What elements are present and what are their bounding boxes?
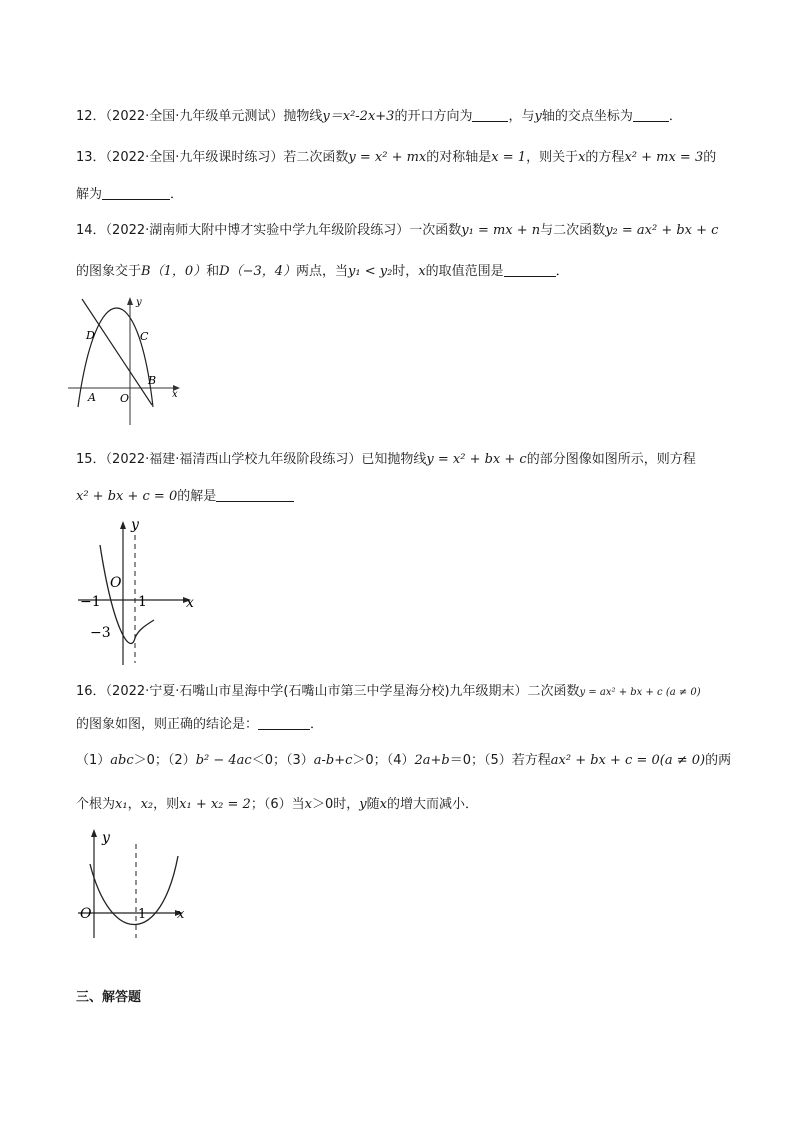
- formula: y₁ = mx + n: [461, 223, 541, 238]
- question-16: [76, 684, 701, 701]
- formula: y = ax² + bx + c (a ≠ 0): [579, 687, 701, 698]
- question-text: 的: [703, 150, 717, 165]
- question-text: 的图象如图，则正确的结论是：: [76, 717, 259, 732]
- y-label: y: [102, 830, 110, 846]
- question-source: （2022·全国·九年级课时练习）若二次函数: [105, 150, 349, 165]
- choice-number: （1）: [76, 753, 111, 768]
- choice-number: （3）: [285, 753, 314, 768]
- parabola-curve: [90, 856, 178, 925]
- point-label-D: D: [86, 329, 95, 342]
- question-text: 的方程: [585, 150, 625, 165]
- variable: x: [304, 797, 312, 812]
- figure-15: [76, 515, 206, 670]
- question-text: ＝0；: [449, 753, 484, 768]
- point-label-C: C: [140, 330, 149, 343]
- question-text: ＞0；: [133, 753, 168, 768]
- question-text: 时，: [392, 264, 419, 279]
- formula: x² + bx + c = 0: [76, 489, 178, 504]
- answer-blank: [258, 717, 310, 730]
- question-text: ，则关于: [526, 150, 579, 165]
- question-text: （5）若方程: [484, 753, 551, 768]
- question-text: 随: [366, 797, 380, 812]
- variable: x₁: [115, 797, 128, 812]
- choice-number: （2）: [167, 753, 196, 768]
- line-graph: [82, 299, 152, 405]
- question-text: 的开口方向为: [394, 109, 473, 124]
- question-13-line-2: [76, 187, 183, 203]
- formula: x₁ + x₂ = 2: [179, 797, 251, 812]
- question-number: 13．: [76, 150, 106, 165]
- answer-blank: [472, 109, 508, 122]
- variable: x: [379, 797, 387, 812]
- punctuation: ．: [310, 717, 324, 732]
- question-text: 和: [206, 264, 220, 279]
- variable: y: [534, 109, 542, 124]
- formula: 2a+b: [414, 753, 450, 768]
- question-source: （2022·宁夏·石嘴山市星海中学(石嘴山市第三中学星海分校)九年级期末）二次函数: [105, 684, 580, 699]
- x-label: x: [172, 389, 178, 400]
- variable: x: [418, 264, 426, 279]
- question-source: （2022·福建·福清西山学校九年级阶段练习）已知抛物线: [105, 452, 427, 467]
- question-source: （2022·全国·九年级单元测试）抛物线: [105, 109, 323, 124]
- question-14-line-2: [76, 264, 569, 280]
- punctuation: ，: [127, 797, 141, 812]
- question-text: 与二次函数: [540, 223, 606, 238]
- question-13: [76, 150, 716, 166]
- answer-blank: [504, 264, 556, 277]
- y-label: y: [136, 297, 142, 308]
- y-axis-arrow-icon: [120, 521, 126, 529]
- formula: y＝x²-2x+3: [322, 109, 395, 124]
- question-text: ＜0；: [251, 753, 286, 768]
- question-12: [76, 109, 682, 125]
- formula: abc: [110, 753, 134, 768]
- question-text: 的两: [705, 753, 732, 768]
- x-label: x: [177, 907, 185, 922]
- formula: b² − 4ac: [195, 753, 252, 768]
- question-16-line-3: [76, 753, 731, 769]
- question-text: 两点，当: [296, 264, 349, 279]
- y-label: y: [131, 517, 139, 533]
- formula: a-b+c: [313, 753, 353, 768]
- formula: (a ≠ 0): [659, 753, 706, 768]
- question-number: 14．: [76, 223, 106, 238]
- tick-label-neg1: −1: [80, 594, 101, 610]
- x-label: x: [186, 595, 194, 611]
- origin-label: O: [80, 906, 92, 922]
- punctuation: ．: [668, 109, 682, 124]
- point-label-A: A: [88, 391, 96, 404]
- formula: x = 1: [491, 150, 527, 165]
- variable: y: [359, 797, 367, 812]
- question-text: 解为: [76, 187, 103, 202]
- question-16-line-4: [76, 797, 478, 813]
- question-number: 12．: [76, 109, 106, 124]
- question-text: ，则: [153, 797, 180, 812]
- question-text: 个根为: [76, 797, 116, 812]
- formula: x² + mx = 3: [624, 150, 704, 165]
- tick-label-1: 1: [138, 594, 147, 610]
- question-text: 的图象交于: [76, 264, 142, 279]
- variable: x₂: [140, 797, 154, 812]
- question-16-line-2: [76, 717, 323, 733]
- punctuation: ．: [555, 264, 569, 279]
- choice-number: （4）: [386, 753, 415, 768]
- point-label-B: B: [148, 374, 157, 387]
- point: B（1，0）: [141, 264, 207, 279]
- tick-label-neg3: −3: [90, 625, 111, 641]
- question-text: 的部分图像如图所示，则方程: [526, 452, 696, 467]
- formula: y₁ < y₂: [348, 264, 393, 279]
- question-14: [76, 223, 718, 239]
- question-text: ＞0时，: [311, 797, 360, 812]
- section-heading: 三、解答题: [76, 990, 142, 1005]
- question-text: ＞0；: [352, 753, 387, 768]
- figure-16: [76, 826, 196, 941]
- punctuation: ．: [170, 187, 184, 202]
- formula: y = x² + bx + c: [426, 452, 527, 467]
- origin-label: O: [110, 575, 122, 591]
- answer-blank: [216, 489, 294, 502]
- tick-label-1: 1: [138, 907, 147, 922]
- question-text: 的对称轴是: [426, 150, 492, 165]
- question-text: 的解是: [177, 489, 217, 504]
- question-text: ，与: [508, 109, 535, 124]
- question-15-line-2: [76, 489, 294, 505]
- answer-blank: [633, 109, 669, 122]
- question-text: ；（6）当: [250, 797, 305, 812]
- question-number: 15．: [76, 452, 106, 467]
- question-text: 轴的交点坐标为: [541, 109, 633, 124]
- formula: ax² + bx + c = 0: [550, 753, 660, 768]
- question-text: 的增大而减小．: [386, 797, 478, 812]
- variable: x: [578, 150, 586, 165]
- point: D（−3，4）: [219, 264, 296, 279]
- formula: y = x² + mx: [348, 150, 427, 165]
- formula: y₂ = ax² + bx + c: [605, 223, 719, 238]
- question-15: [76, 452, 696, 468]
- question-number: 16．: [76, 684, 106, 699]
- question-source: （2022·湖南师大附中博才实验中学九年级阶段练习）一次函数: [105, 223, 462, 238]
- figure-14: [68, 295, 188, 435]
- question-text: 的取值范围是: [425, 264, 504, 279]
- y-axis-arrow-icon: [127, 297, 133, 305]
- origin-label: O: [120, 392, 130, 405]
- y-axis-arrow-icon: [91, 829, 97, 837]
- answer-blank: [102, 187, 170, 200]
